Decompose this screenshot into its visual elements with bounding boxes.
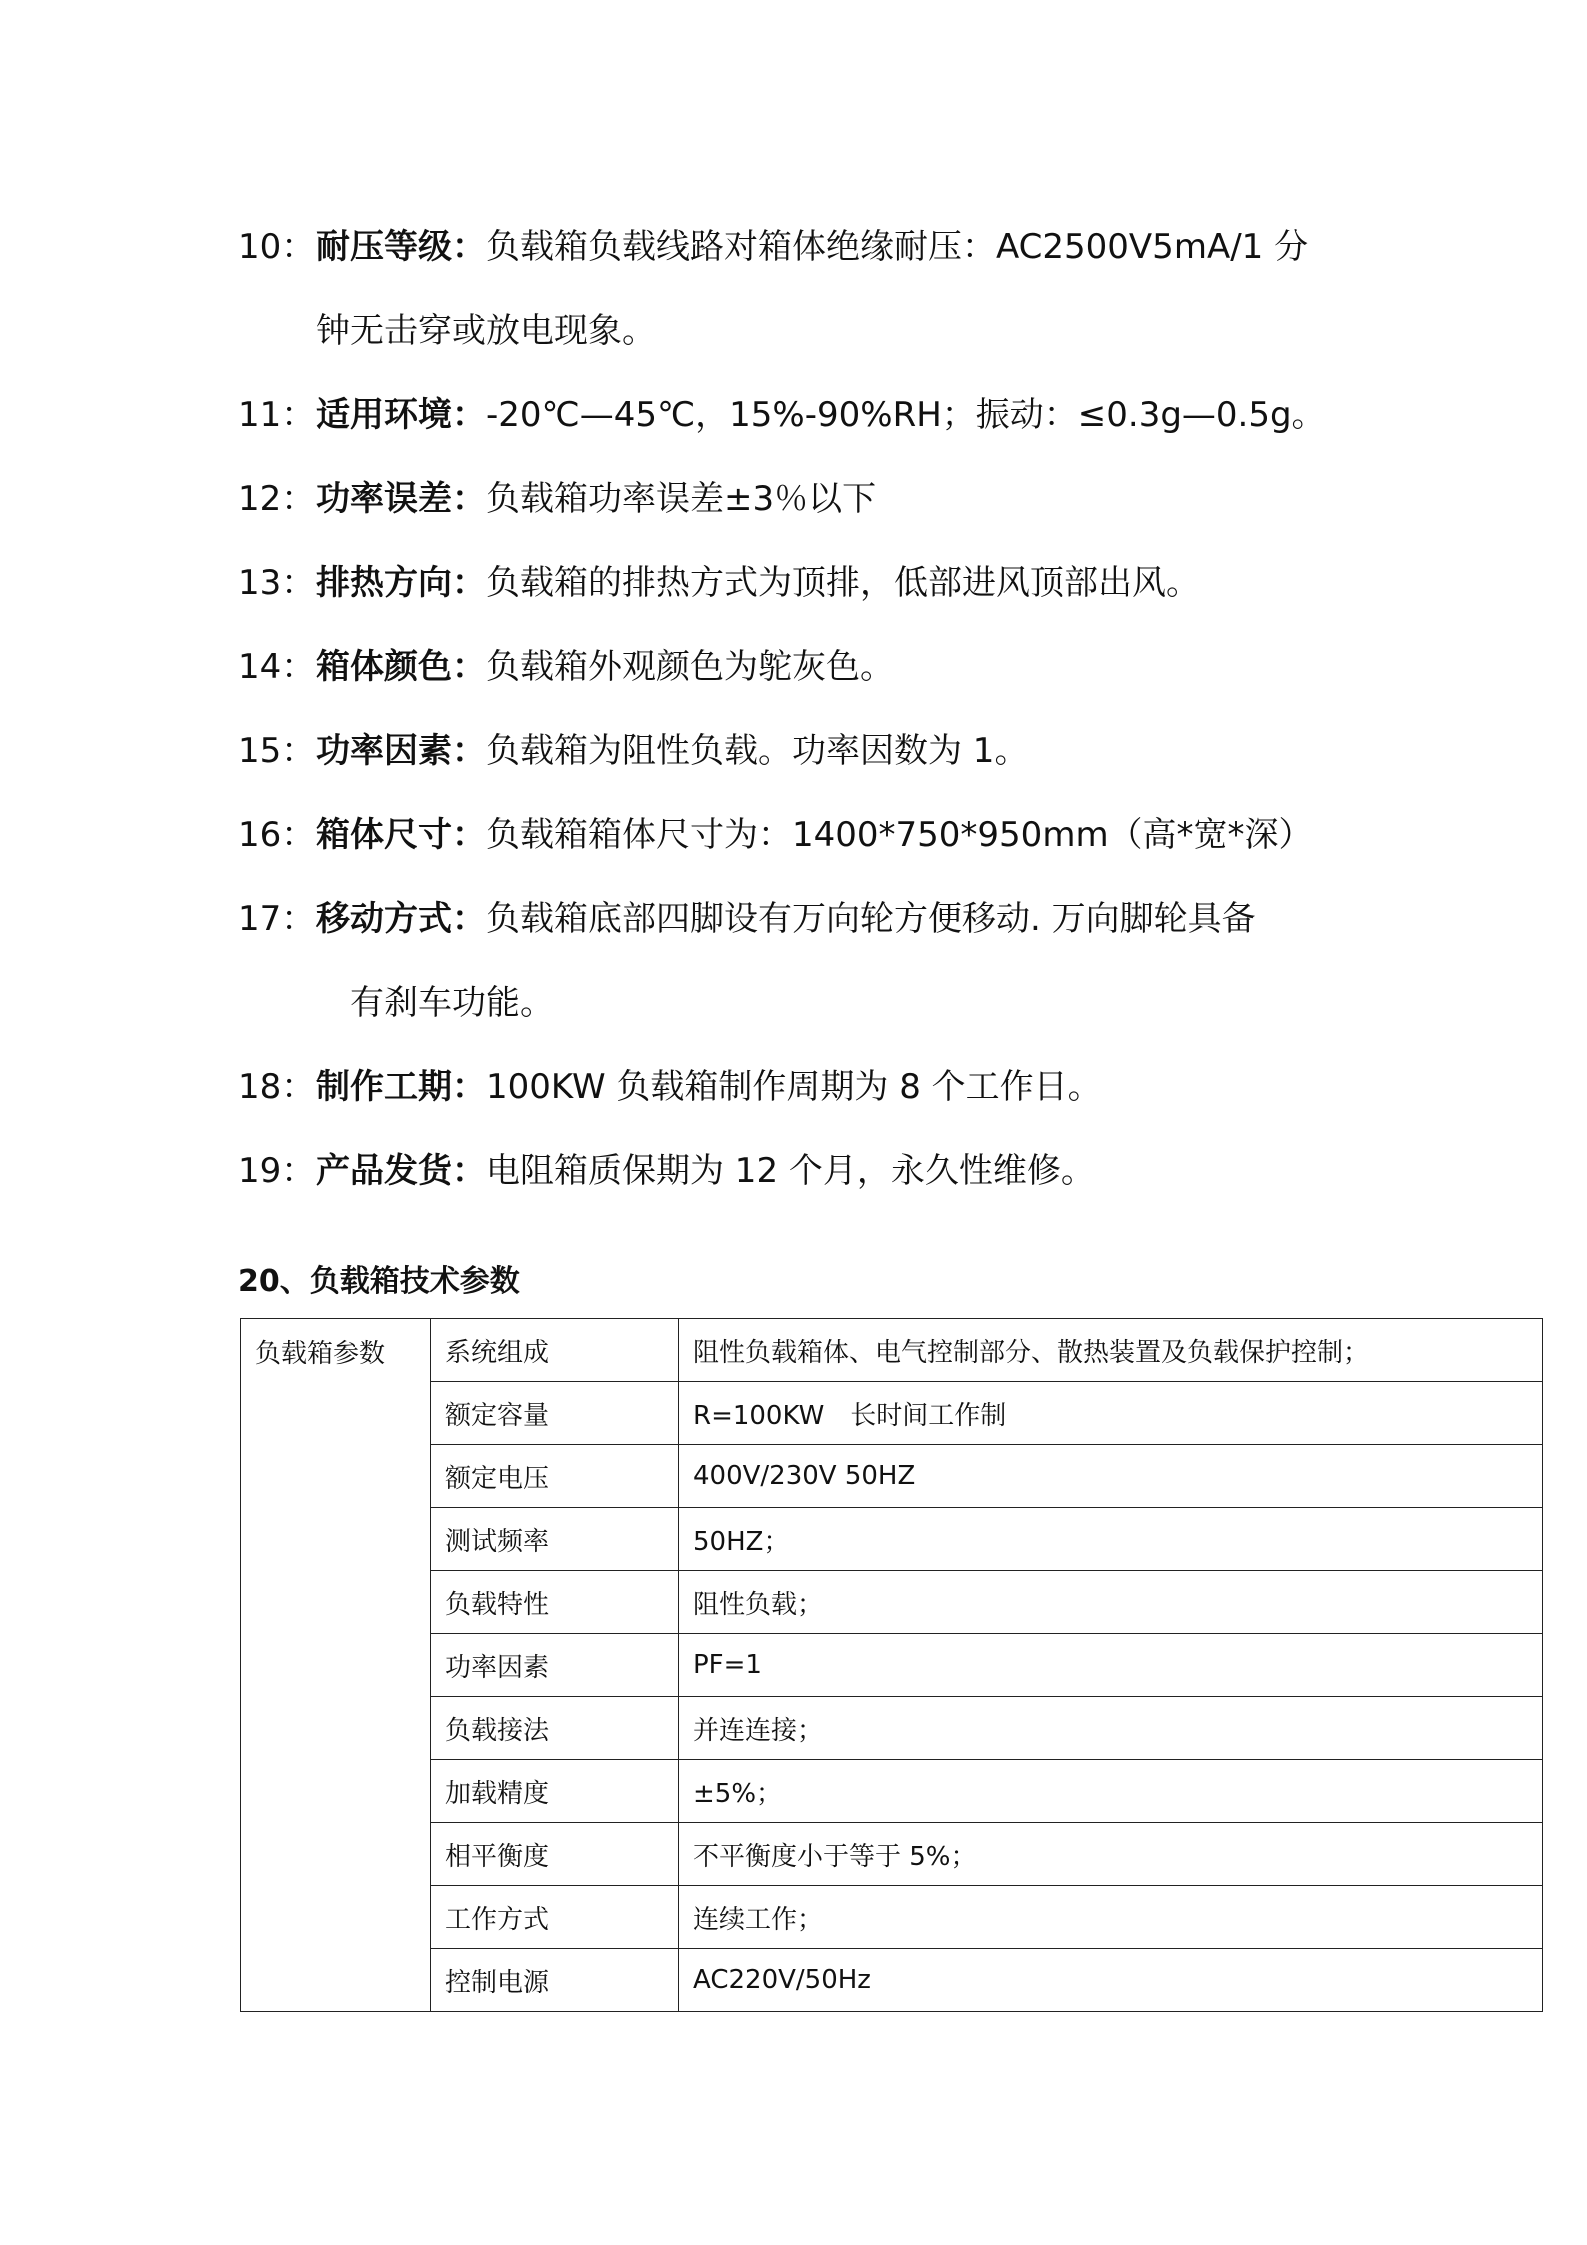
spec-list: [238, 205, 1368, 1213]
item-number: 13：: [238, 563, 316, 603]
table-row: [241, 1760, 1543, 1823]
item-label: 适用环境：: [316, 395, 486, 435]
spec-item-15: [238, 709, 1368, 793]
item-text: 100KW 负载箱制作周期为 8 个工作日。: [486, 1067, 1102, 1107]
table-row: [241, 1571, 1543, 1634]
item-continuation: 钟无击穿或放电现象。: [316, 311, 656, 351]
param-name-cell: 系统组成: [431, 1319, 679, 1382]
item-label: 产品发货：: [316, 1151, 486, 1191]
param-value-cell: 连续工作；: [679, 1886, 1543, 1949]
item-number: 14：: [238, 647, 316, 687]
table-row: [241, 1445, 1543, 1508]
item-text: 负载箱负载线路对箱体绝缘耐压：AC2500V5mA/1 分: [486, 227, 1309, 267]
param-value-cell: R=100KW 长时间工作制: [679, 1382, 1543, 1445]
spec-item-10-continued: [238, 289, 1368, 373]
spec-item-14: [238, 625, 1368, 709]
item-label: 箱体颜色：: [316, 647, 486, 687]
item-text: 负载箱的排热方式为顶排，低部进风顶部出风。: [486, 563, 1200, 603]
spec-item-12: [238, 457, 1368, 541]
item-text: 负载箱箱体尺寸为：1400*750*950mm（高*宽*深）: [486, 815, 1313, 855]
spec-item-16: [238, 793, 1368, 877]
item-text: 负载箱为阻性负载。功率因数为 1。: [486, 731, 1029, 771]
item-text: 负载箱功率误差±3％以下: [486, 479, 877, 519]
item-number: 15：: [238, 731, 316, 771]
spec-item-11: [238, 373, 1368, 457]
param-name-cell: 负载特性: [431, 1571, 679, 1634]
param-value-cell: 400V/230V 50HZ: [679, 1445, 1543, 1508]
param-name-cell: 相平衡度: [431, 1823, 679, 1886]
item-text: 负载箱外观颜色为鸵灰色。: [486, 647, 894, 687]
param-name-cell: 功率因素: [431, 1634, 679, 1697]
spec-item-17-continued: [238, 961, 1368, 1045]
item-number: 11：: [238, 395, 316, 435]
item-number: 12：: [238, 479, 316, 519]
spec-table: [240, 1318, 1543, 2012]
param-name-cell: 工作方式: [431, 1886, 679, 1949]
param-value-cell: 不平衡度小于等于 5%；: [679, 1823, 1543, 1886]
item-label: 移动方式：: [316, 899, 486, 939]
item-label: 耐压等级：: [316, 227, 486, 267]
item-label: 功率误差：: [316, 479, 486, 519]
table-row: [241, 1823, 1543, 1886]
spec-item-19: [238, 1129, 1368, 1213]
table-row: [241, 1508, 1543, 1571]
table-row: [241, 1697, 1543, 1760]
spec-item-17: [238, 877, 1368, 961]
param-value-cell: 阻性负载；: [679, 1571, 1543, 1634]
group-label-cell: 负载箱参数: [241, 1319, 431, 2012]
item-number: 17：: [238, 899, 316, 939]
item-continuation: 有刹车功能。: [350, 983, 554, 1023]
item-number: 18：: [238, 1067, 316, 1107]
param-name-cell: 额定电压: [431, 1445, 679, 1508]
section-title: 20、负载箱技术参数: [238, 1264, 520, 1299]
table-row: [241, 1634, 1543, 1697]
table-row: [241, 1319, 1543, 1382]
param-name-cell: 额定容量: [431, 1382, 679, 1445]
table-row: [241, 1886, 1543, 1949]
item-text: 电阻箱质保期为 12 个月，永久性维修。: [486, 1151, 1095, 1191]
param-name-cell: 加载精度: [431, 1760, 679, 1823]
param-name-cell: 测试频率: [431, 1508, 679, 1571]
item-text: -20℃—45℃，15%-90%RH；振动：≤0.3g—0.5g。: [486, 395, 1326, 435]
item-label: 制作工期：: [316, 1067, 486, 1107]
item-number: 16：: [238, 815, 316, 855]
item-label: 功率因素：: [316, 731, 486, 771]
item-text: 负载箱底部四脚设有万向轮方便移动. 万向脚轮具备: [486, 899, 1256, 939]
param-value-cell: 50HZ；: [679, 1508, 1543, 1571]
item-number: 10：: [238, 227, 316, 267]
item-label: 排热方向：: [316, 563, 486, 603]
param-value-cell: PF=1: [679, 1634, 1543, 1697]
spec-item-13: [238, 541, 1368, 625]
param-name-cell: 控制电源: [431, 1949, 679, 2012]
spec-item-18: [238, 1045, 1368, 1129]
item-label: 箱体尺寸：: [316, 815, 486, 855]
param-value-cell: ±5%；: [679, 1760, 1543, 1823]
param-name-cell: 负载接法: [431, 1697, 679, 1760]
table-row: [241, 1949, 1543, 2012]
param-value-cell: AC220V/50Hz: [679, 1949, 1543, 2012]
table-row: [241, 1382, 1543, 1445]
item-number: 19：: [238, 1151, 316, 1191]
param-value-cell: 并连连接；: [679, 1697, 1543, 1760]
param-value-cell: 阻性负载箱体、电气控制部分、散热装置及负载保护控制；: [679, 1319, 1543, 1382]
spec-item-10: [238, 205, 1368, 289]
